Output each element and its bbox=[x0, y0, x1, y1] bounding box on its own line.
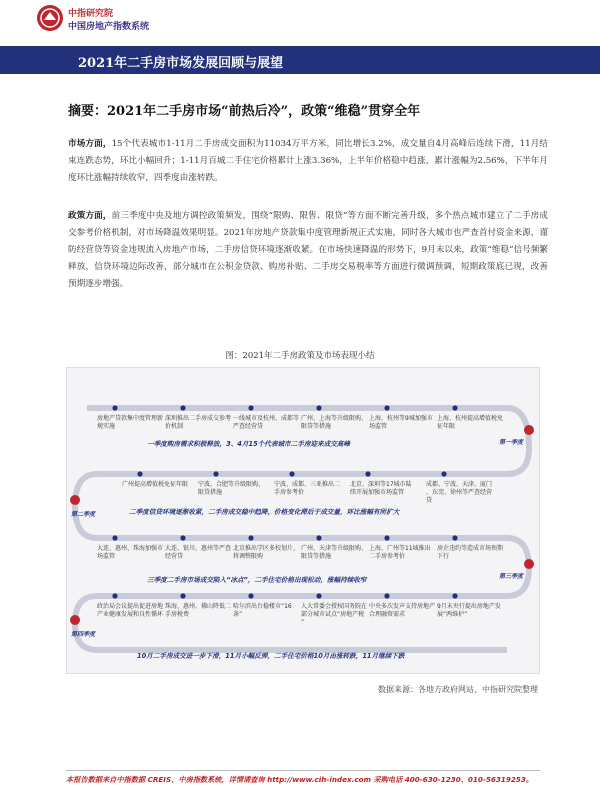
timeline-event: 中央多次发声支持房地产合理融资需求 bbox=[369, 603, 436, 618]
q4-summary: 10月二手房成交进一步下滑，11月小幅反弹，二手住宅价格10月由涨转跌，11月继续下跌 bbox=[137, 652, 405, 660]
timeline-dot bbox=[452, 535, 457, 540]
timeline-dot bbox=[137, 471, 142, 476]
abstract-title: 摘要：2021年二手房市场“前热后冷”，政策“维稳”贯穿全年 bbox=[68, 104, 421, 119]
policy-text: 前三季度中央及地方调控政策频发，围绕“限购、限售、限贷”等方面不断完善升级，多个热点城市建立了二手房成交参考价格机制，对市场降温效果明显。2021年房地产贷款集中度管理新规正式实施，同时各大城市也严查首付资金来源，谨防经营贷等资金违规流入房地产市场，二手房信贷环境逐渐收紧。在市场快速降温的形势下，9月末以来，政策“维稳”信号频繁释放，信贷环境边际改善，部分城市在公积金贷款、购房补贴、二手房交易税率等方面进行微调预调，短期政策底已现，改善预期逐步增强。 bbox=[68, 211, 548, 289]
timeline-dot bbox=[248, 405, 253, 410]
timeline-dot bbox=[248, 593, 253, 598]
timeline-dot bbox=[112, 535, 117, 540]
banner-title: 2021年二手房市场发展回顾与展望 bbox=[78, 56, 284, 71]
timeline-dot bbox=[384, 535, 389, 540]
q1-marker bbox=[524, 425, 534, 435]
timeline-event: 广州、天津等升级限购、限贷等措施 bbox=[301, 545, 368, 560]
market-text: 15个代表城市1-11月二手房成交面积为11034万平方米，同比增长3.2%，成交量自4月高峰后连续下滑，11月结束连跌态势，环比小幅回升；1-11月百城二手住宅价格累计上涨3.36%，上半年价格稳中趋涨，累计涨幅为2.56%，下半年月度环比涨幅持续收窄，四季度由涨转跌。 bbox=[68, 139, 548, 183]
timeline-event: 广州、上海等升级限购、限贷等措施 bbox=[301, 415, 368, 430]
timeline-event: 大连、银川、惠州等严查经营贷 bbox=[165, 545, 232, 560]
figure-source: 数据来源：各地方政府网站、中指研究院整理 bbox=[378, 685, 538, 694]
timeline-event: 上海、广州等11城推出二手房参考价 bbox=[369, 545, 431, 560]
footer-text: 本报告数据来自中指数据 CREIS、中房指数系统，详情请查询 http://www.cih-index.com 采购电话 400-630-1230、010-56319253。 bbox=[66, 775, 534, 784]
q2-label: 第二季度 bbox=[71, 511, 96, 518]
timeline-event: 人大常委会授权国务院在部分城市试点“房地产税” bbox=[301, 603, 368, 626]
policy-timeline-figure bbox=[66, 367, 540, 674]
timeline-event: 房地产贷款集中度管理新规实施 bbox=[97, 415, 164, 430]
timeline-event: 9月末央行提出房地产发展“两维护” bbox=[437, 603, 501, 618]
timeline-event: 广州提高增值税免征年限 bbox=[122, 481, 189, 488]
timeline-dot bbox=[248, 535, 253, 540]
org-name: 中指研究院 bbox=[68, 9, 114, 19]
timeline-event: 宁波、成都、三亚推出二手房参考价 bbox=[274, 481, 341, 496]
q2-marker bbox=[70, 495, 80, 505]
timeline-dot bbox=[384, 405, 389, 410]
q3-marker bbox=[524, 559, 534, 569]
timeline-dot bbox=[365, 471, 370, 476]
q1-summary: 一季度购房需求积极释放，3、4月15个代表城市二手房迎来成交高峰 bbox=[147, 440, 350, 448]
timeline-event: 深圳推出二手房成交参考价机制 bbox=[165, 415, 232, 430]
timeline-dot bbox=[316, 593, 321, 598]
q4-label: 第四季度 bbox=[71, 631, 96, 638]
timeline-event: 政治局会议提出促进房地产业健康发展和良性循环 bbox=[97, 603, 164, 618]
timeline-event: 房企违约等造成市场预期下行 bbox=[437, 545, 504, 560]
q2-summary: 二季度信贷环境逐渐收紧，二手房成交稳中趋降，价格变化滞后于成交量，环比涨幅有所扩大 bbox=[129, 508, 400, 516]
timeline-event: 北京推出学区多校划片，将调整限购 bbox=[233, 545, 300, 560]
org-name-block bbox=[68, 8, 149, 34]
timeline-event: 上海、杭州提高增值税免征年限 bbox=[437, 415, 504, 430]
timeline-dot bbox=[384, 593, 389, 598]
timeline-event: 珠海、惠州、佛山降低二手房税费 bbox=[165, 603, 232, 618]
market-paragraph bbox=[68, 136, 548, 187]
timeline-event: 上海、杭州等9城加强市场监管 bbox=[369, 415, 433, 430]
timeline-dot bbox=[180, 535, 185, 540]
org-subtitle: 中国房地产指数系统 bbox=[68, 22, 150, 32]
q1-label: 第一季度 bbox=[499, 439, 524, 446]
timeline-event: 宁波、合肥等升级限购、限贷措施 bbox=[198, 481, 265, 496]
timeline-svg bbox=[67, 368, 541, 675]
timeline-dot bbox=[213, 471, 218, 476]
timeline-event: 一线城市及杭州、成都等严查经营贷 bbox=[233, 415, 300, 430]
timeline-dot bbox=[112, 405, 117, 410]
company-logo bbox=[36, 4, 64, 32]
policy-lead: 政策方面， bbox=[68, 211, 112, 221]
market-lead: 市场方面， bbox=[68, 139, 112, 149]
timeline-dot bbox=[441, 471, 446, 476]
timeline-dot bbox=[289, 471, 294, 476]
timeline-dot bbox=[316, 535, 321, 540]
footer-divider bbox=[66, 770, 540, 771]
q3-label: 第三季度 bbox=[499, 573, 524, 580]
timeline-event: 北京、深圳等17城市陆续开展加强市场监管 bbox=[350, 481, 412, 496]
timeline-dot bbox=[180, 593, 185, 598]
timeline-dot bbox=[452, 405, 457, 410]
q3-summary: 三季度二手房市场成交陷入“冰点”，二手住宅价格出现松动，涨幅持续收窄 bbox=[147, 576, 367, 584]
timeline-dot bbox=[452, 593, 457, 598]
q4-marker bbox=[70, 615, 80, 625]
policy-paragraph bbox=[68, 208, 548, 293]
figure-caption: 图：2021年二手房政策及市场表现小结 bbox=[225, 351, 375, 361]
timeline-event: 哈尔滨出台稳楼市“16 条” bbox=[233, 603, 292, 618]
timeline-dot bbox=[112, 593, 117, 598]
timeline-event: 成都、宁波、天津、厦门、东莞、徐州等严查经营贷 bbox=[426, 481, 493, 504]
timeline-dot bbox=[316, 405, 321, 410]
timeline-event: 大连、惠州、珠海加强市场监管 bbox=[97, 545, 164, 560]
timeline-dot bbox=[180, 405, 185, 410]
